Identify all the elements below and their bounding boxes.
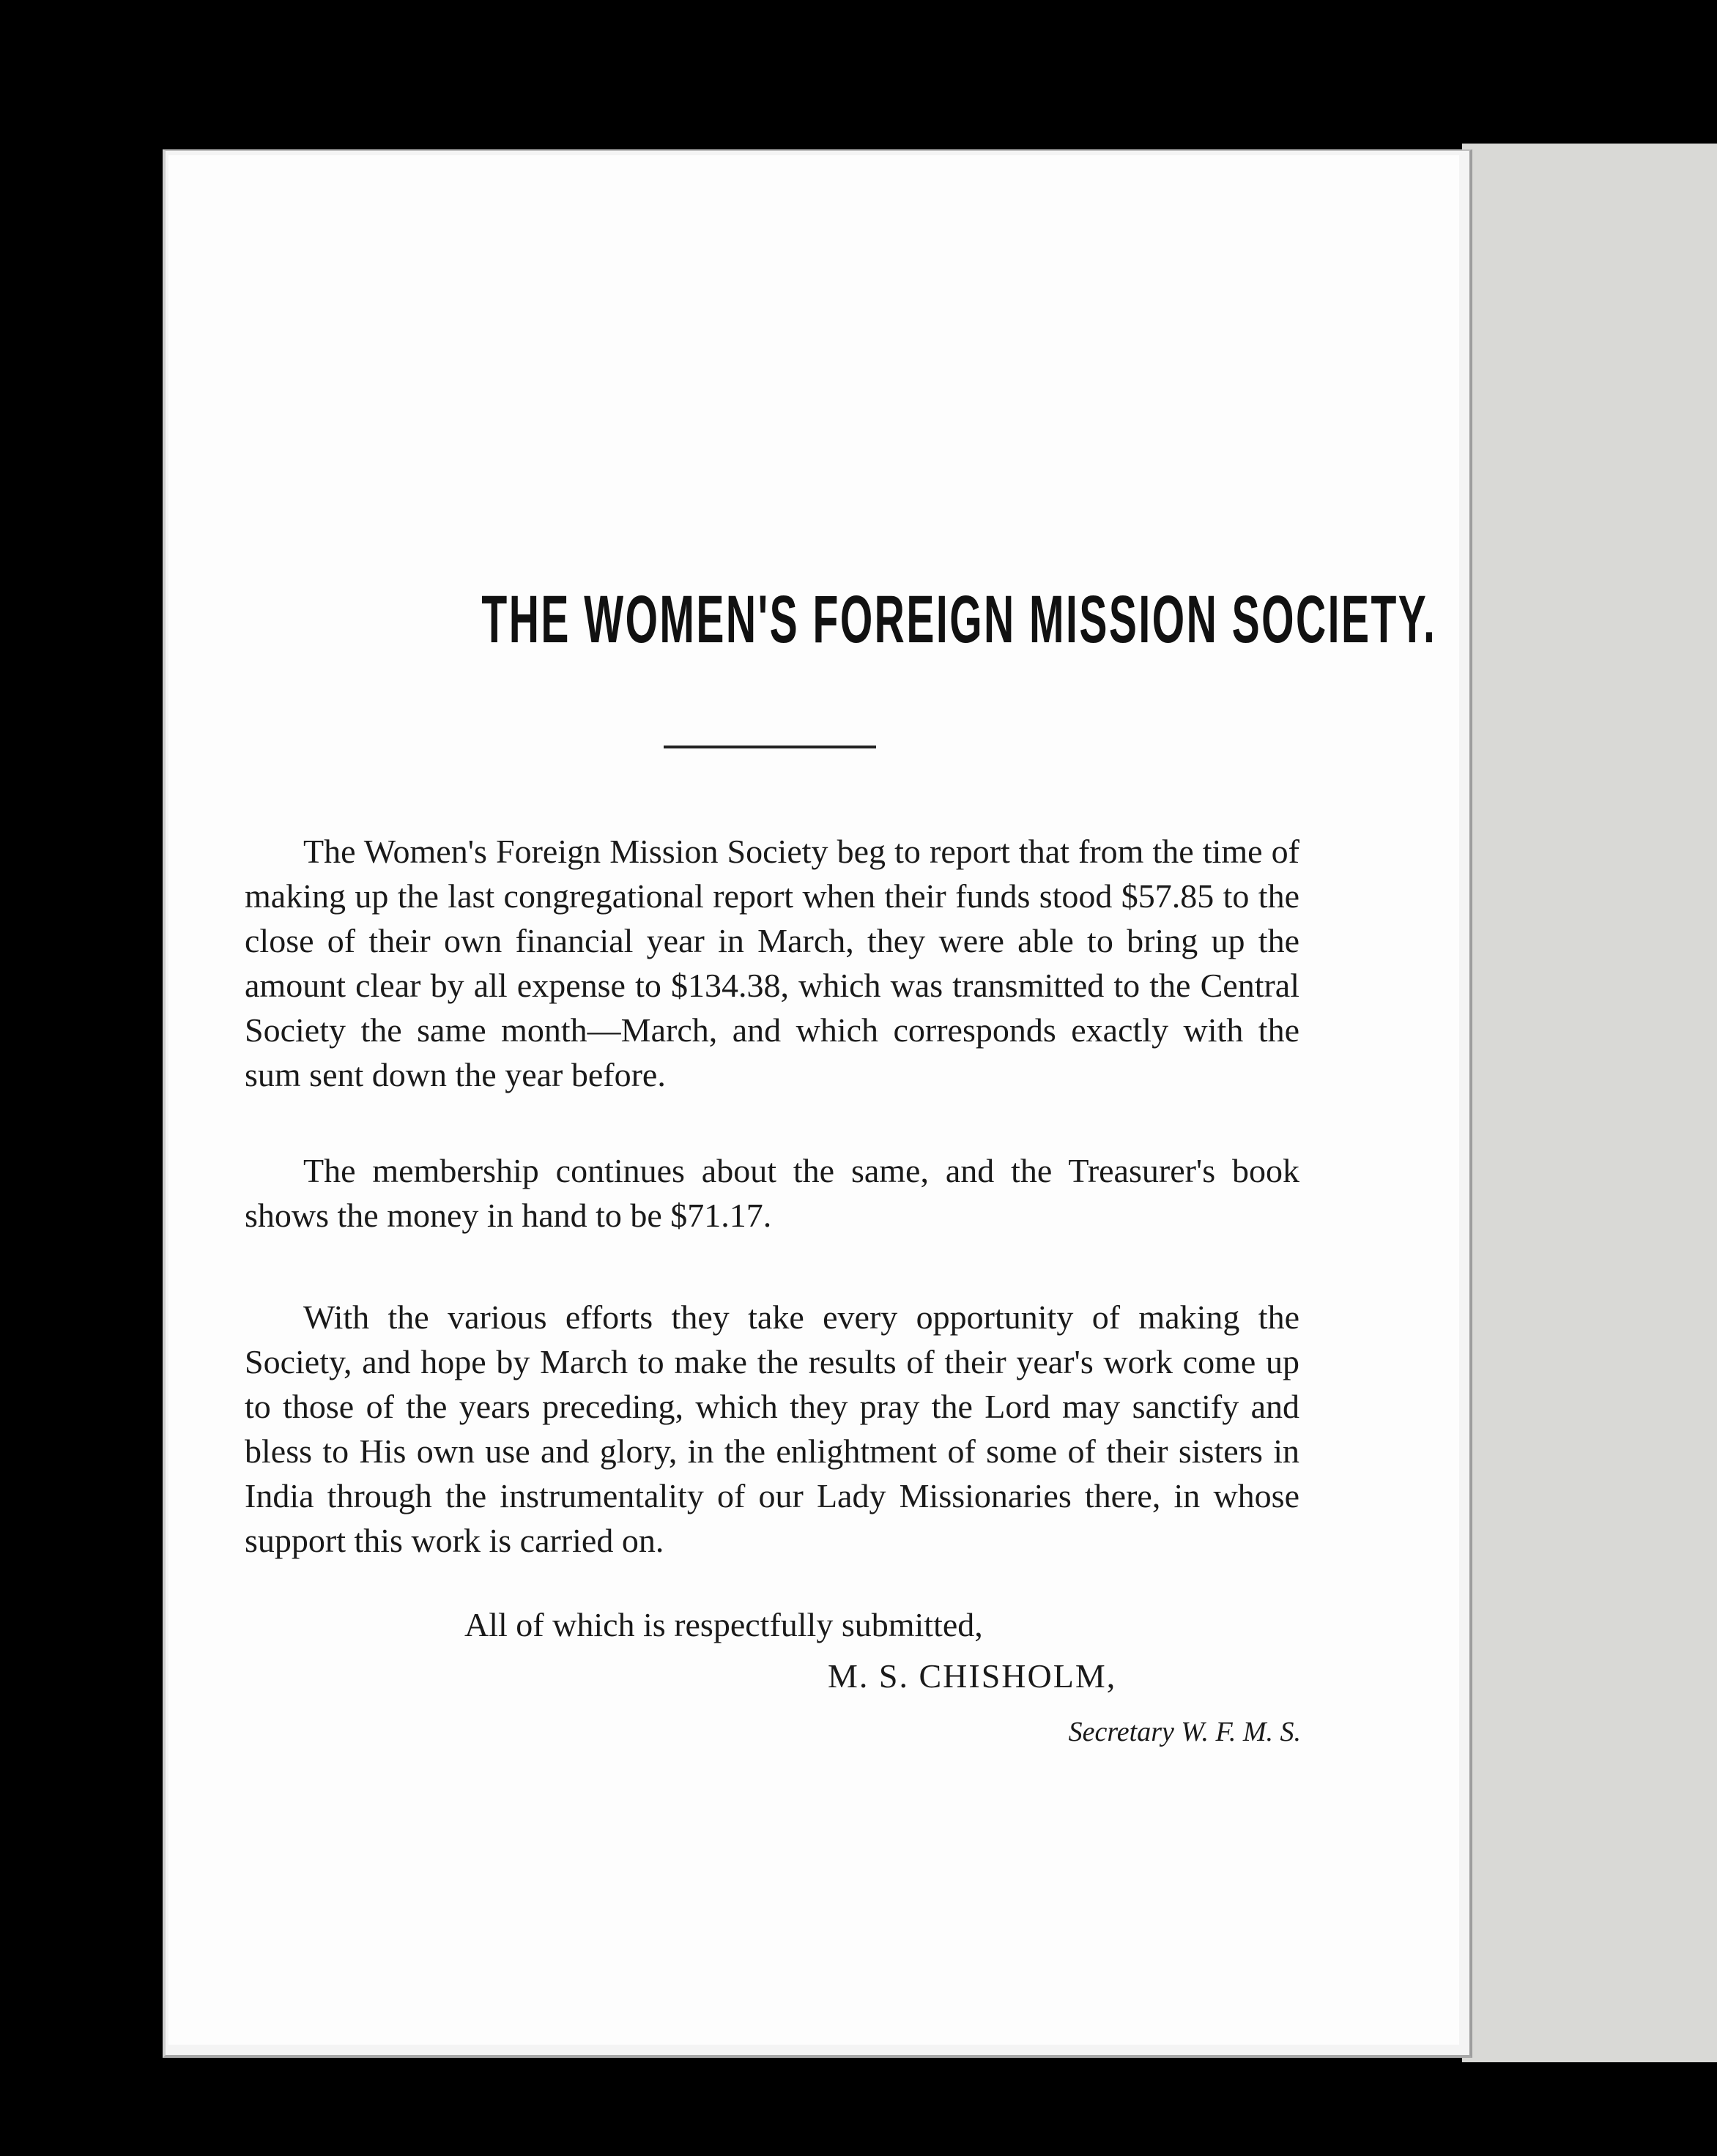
document-page	[168, 155, 1459, 2045]
signer-title: Secretary W. F. M. S.	[1068, 1717, 1301, 1747]
paragraph-membership: The membership continues about the same, and the Treasurer's book shows the money in hand to be $71.17.	[245, 1152, 1299, 1234]
page-title: THE WOMEN'S FOREIGN MISSION SOCIETY.	[481, 582, 1437, 657]
signer-name: M. S. CHISHOLM,	[828, 1657, 1117, 1695]
paragraph-efforts: With the various efforts they take every opportunity of making the Society, and hope by March to make the results of their year's work come up to those of the years preceding, which they pray the Lord may sanctify and bless to His own use and glory, in the enlightment of some of their sisters in India through the instrumentality of our Lady Missionaries there, in whose support this work is carried on.	[245, 1298, 1299, 1559]
adjacent-page-edge	[1462, 144, 1717, 2062]
closing-line: All of which is respectfully submitted,	[464, 1606, 983, 1643]
title-divider	[664, 746, 876, 748]
paragraph-report: The Women's Foreign Mission Society beg to report that from the time of making up the last congregational report when their funds stood $57.85 to the close of their own financial year in March, they were able to bring up the amount clear by all expense to $134.38, which was transmitted to the Central Society the same month—March, and which corresponds exactly with the sum sent down the year before.	[245, 833, 1299, 1093]
